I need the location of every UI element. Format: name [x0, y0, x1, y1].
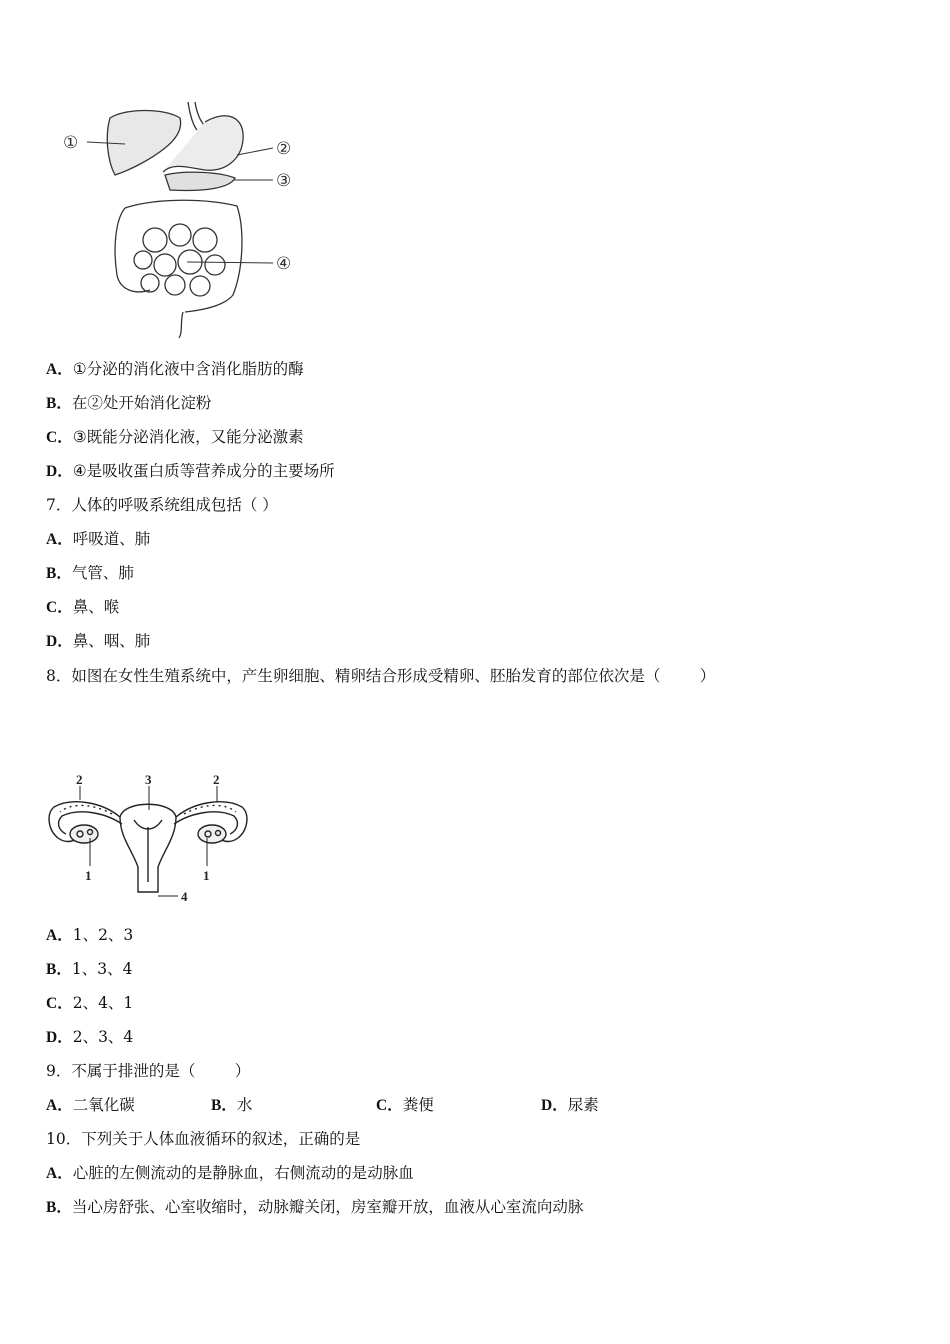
q8-stem: 8．如图在女性生殖系统中，产生卵细胞、精卵结合形成受精卵、胚胎发育的部位依次是（ ）: [46, 667, 716, 685]
q7-option-d: D．鼻、咽、肺: [46, 632, 151, 650]
q8-option-d: D．2、3、4: [46, 1028, 134, 1046]
repro-label-2-left: 2: [76, 772, 83, 787]
repro-label-2-right: 2: [213, 772, 220, 787]
q7-option-a: A．呼吸道、肺: [46, 530, 151, 548]
repro-label-4: 4: [181, 889, 188, 904]
q7-option-c: C．鼻、喉: [46, 598, 120, 616]
q10-option-a: A．心脏的左侧流动的是静脉血，右侧流动的是动脉血: [46, 1164, 414, 1182]
q6-option-a: A．①分泌的消化液中含消化脂肪的酶: [46, 360, 304, 378]
q6-option-c: C．③既能分泌消化液，又能分泌激素: [46, 428, 304, 446]
q9-option-d: D．尿素: [541, 1096, 599, 1114]
q9-option-c: C．粪便: [376, 1096, 434, 1114]
label-1: ①: [63, 133, 79, 152]
q10-stem: 10．下列关于人体血液循环的叙述，正确的是: [46, 1130, 361, 1148]
q9-stem: 9．不属于排泄的是（ ）: [46, 1062, 251, 1080]
label-2: ②: [276, 139, 292, 158]
repro-label-3: 3: [145, 772, 152, 787]
q9-option-b: B．水: [211, 1096, 253, 1114]
label-3: ③: [276, 171, 292, 190]
repro-label-1-right: 1: [203, 868, 210, 883]
q10-option-b: B．当心房舒张、心室收缩时，动脉瓣关闭，房室瓣开放，血液从心室流向动脉: [46, 1198, 584, 1216]
label-4: ④: [276, 254, 292, 273]
digestive-system-figure: [55, 100, 315, 340]
q7-option-b: B．气管、肺: [46, 564, 134, 582]
q8-option-c: C．2、4、1: [46, 994, 134, 1012]
q8-option-a: A．1、2、3: [46, 926, 134, 944]
q6-option-d: D．④是吸收蛋白质等营养成分的主要场所: [46, 462, 335, 480]
q6-option-b: B．在②处开始消化淀粉: [46, 394, 212, 412]
reproductive-system-figure: [42, 772, 257, 906]
q8-option-b: B．1、3、4: [46, 960, 133, 978]
repro-label-1-left: 1: [85, 868, 92, 883]
q9-option-a: A．二氧化碳: [46, 1096, 135, 1114]
q7-stem: 7．人体的呼吸系统组成包括（ ）: [46, 496, 278, 514]
